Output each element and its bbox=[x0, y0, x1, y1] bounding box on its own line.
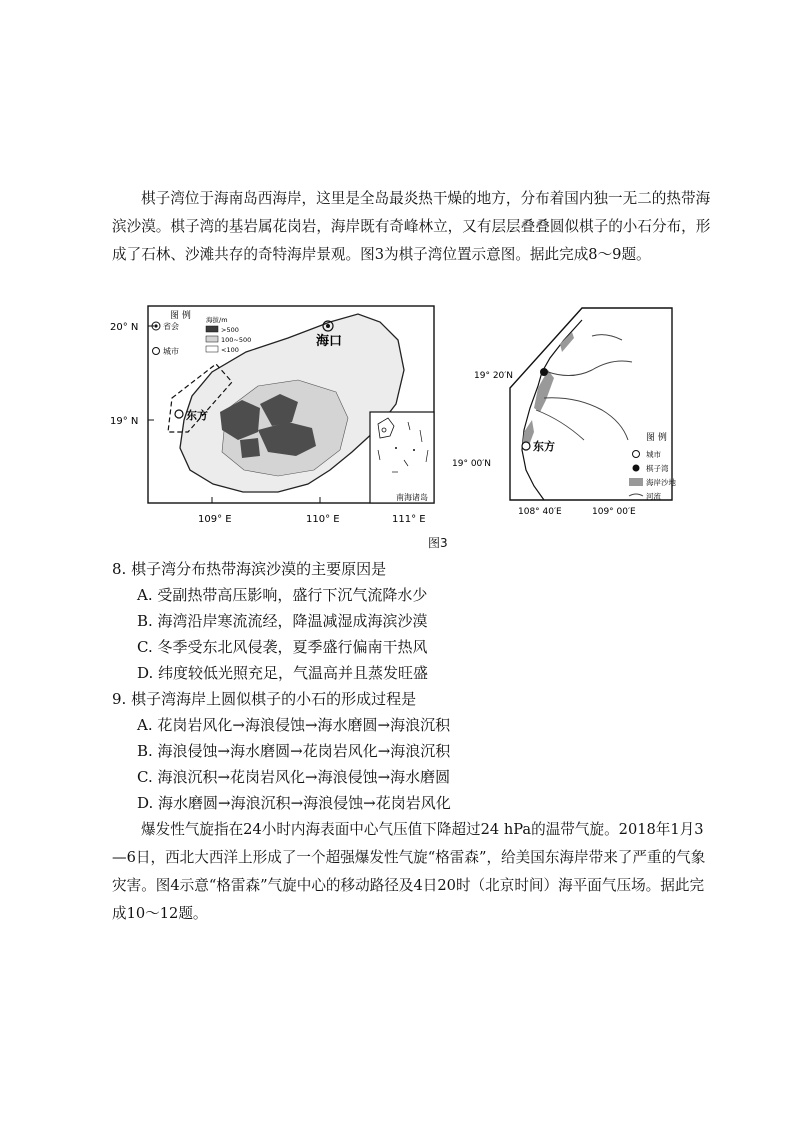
question-9-stem: 9. 棋子湾海岸上圆似棋子的小石的形成过程是 bbox=[112, 690, 417, 708]
qizi-bay-detail-map bbox=[452, 300, 692, 525]
qizi-bay-symbol bbox=[540, 368, 548, 376]
lat-1920-label: 19° 20′N bbox=[474, 371, 514, 381]
question-9-option-d: D. 海水磨圆→海浪沉积→海浪侵蚀→花岗岩风化 bbox=[137, 794, 451, 812]
question-8-option-b: B. 海湾沿岸寒流流经，降温减湿成海滨沙漠 bbox=[137, 612, 428, 630]
question-9-option-c: C. 海浪沉积→花岗岩风化→海浪侵蚀→海水磨圆 bbox=[137, 768, 451, 786]
figure-caption: 图3 bbox=[428, 536, 448, 550]
question-8-stem: 8. 棋子湾分布热带海滨沙漠的主要原因是 bbox=[112, 560, 387, 578]
legend-city: 城市 bbox=[646, 450, 661, 459]
question-9-option-b: B. 海浪侵蚀→海水磨圆→花岗岩风化→海浪沉积 bbox=[137, 742, 451, 760]
lon-111-label: 111° E bbox=[392, 514, 426, 525]
dongfang-label: 东方 bbox=[186, 409, 208, 422]
dongfang-symbol bbox=[175, 410, 183, 418]
legend-capital: 省会 bbox=[163, 322, 179, 331]
legend-sand: 海岸沙地 bbox=[646, 478, 676, 487]
legend-elev-mid: 100~500 bbox=[221, 336, 252, 344]
legend-elevation-title: 海拔/m bbox=[206, 316, 228, 324]
haikou-label: 海口 bbox=[316, 334, 343, 349]
question-9-option-a: A. 花岗岩风化→海浪侵蚀→海水磨圆→海浪沉积 bbox=[137, 716, 451, 734]
lon-10840-label: 108° 40′E bbox=[518, 507, 562, 517]
high-elevation-area bbox=[240, 438, 260, 458]
intro-paragraph: 棋子湾位于海南岛西海岸，这里是全岛最炎热干燥的地方，分布着国内独一无二的热带海滨沙漠。棋子湾的基岩属花岗岩，海岸既有奇峰林立，又有层层叠叠圆似棋子的小石分布，形成了石林、沙滩共存的奇特海岸景观。图3为棋子湾位置示意图。据此完成8～9题。 bbox=[112, 190, 711, 263]
question-8-option-a: A. 受副热带高压影响，盛行下沉气流降水少 bbox=[137, 586, 428, 604]
lon-10900-label: 109° 00′E bbox=[592, 507, 636, 517]
legend-river: 河流 bbox=[646, 492, 661, 501]
question-8-option-d: D. 纬度较低光照充足，气温高并且蒸发旺盛 bbox=[137, 664, 429, 682]
dongfang-label: 东方 bbox=[533, 440, 555, 453]
legend-bay: 棋子湾 bbox=[646, 464, 669, 473]
hainan-location-map bbox=[108, 300, 448, 530]
lon-110-label: 110° E bbox=[306, 514, 340, 525]
lat-1900-label: 19° 00′N bbox=[452, 459, 492, 469]
question-8-option-c: C. 冬季受东北风侵袭，夏季盛行偏南干热风 bbox=[137, 638, 428, 656]
outro-paragraph: 爆发性气旋指在24小时内海表面中心气压值下降超过24 hPa的温带气旋。2018年1月3—6日，西北大西洋上形成了一个超强爆发性气旋“格雷森”，给美国东海岸带来了严重的气象灾害。图4示意“格雷森”气旋中心的移动路径及4日20时（北京时间）海平面气压场。据此完成10～12题。 bbox=[112, 821, 706, 922]
legend-title: 图 例 bbox=[170, 311, 191, 321]
legend-city: 城市 bbox=[163, 347, 179, 356]
lat-20-label: 20° N bbox=[110, 322, 139, 333]
lat-19-label: 19° N bbox=[110, 416, 139, 427]
dongfang-symbol bbox=[522, 442, 530, 450]
inset-label: 南海诸岛 bbox=[396, 493, 428, 502]
legend-title: 图 例 bbox=[646, 433, 667, 443]
lon-109-label: 109° E bbox=[198, 514, 232, 525]
legend-elev-low: <100 bbox=[221, 346, 239, 354]
legend-elev-high: >500 bbox=[221, 326, 239, 334]
